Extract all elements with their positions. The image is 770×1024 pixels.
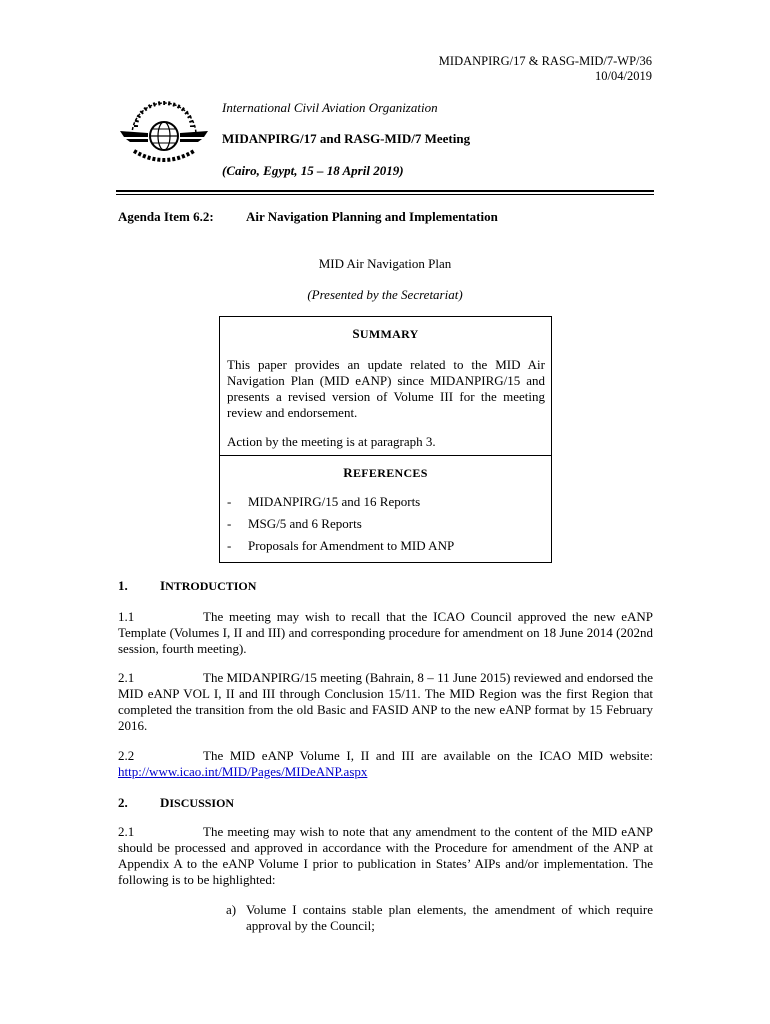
- document-reference: [439, 54, 652, 84]
- list-item: - Proposals for Amendment to MID ANP: [227, 538, 455, 553]
- header-rule: [116, 190, 654, 192]
- action-text: Action by the meeting is at paragraph 3.: [227, 434, 436, 449]
- references-list: [227, 494, 545, 560]
- paragraph-2-2: 2.2 The MID eANP Volume I, II and III are available on the ICAO MID website: http://www.icao.int/MID/Pages/MIDeANP.aspx: [118, 748, 653, 779]
- list-item: - MIDANPIRG/15 and 16 Reports: [227, 494, 421, 509]
- paragraph-2-1a: 2.1 The MIDANPIRG/15 meeting (Bahrain, 8 – 11 June 2015) reviewed and endorsed the MID eANP VOL I, II and III through Conclusion 15/11. The MID Region was the first Region that completed the transition from the old Basic and FASID ANP to the new eANP format by 15 February 2016.: [118, 670, 653, 733]
- list-item-label: a): [226, 902, 237, 917]
- list-item: - MSG/5 and 6 Reports: [227, 516, 362, 531]
- list-item-text: Volume I contains stable plan elements, the amendment of which require approval by the Council;: [246, 902, 653, 933]
- summary-text: This paper provides an update related to the MID Air Navigation Plan (MID eANP) since MIDANPIRG/15 and presents a revised version of Volume III for the meeting review and endorsement.: [227, 357, 545, 420]
- section-title-intro: INTRODUCTION: [160, 578, 257, 593]
- summary-heading: SUMMARY: [352, 326, 419, 341]
- doc-date: 10/04/2019: [595, 69, 652, 83]
- section-number-discussion: 2.: [118, 795, 128, 810]
- section-title-discussion: DISCUSSION: [160, 795, 235, 810]
- mid-eanp-link[interactable]: http://www.icao.int/MID/Pages/MIDeANP.aspx: [118, 764, 368, 779]
- agenda-item-label: Agenda Item 6.2:: [118, 209, 214, 224]
- meeting-name: MIDANPIRG/17 and RASG-MID/7 Meeting: [222, 131, 471, 146]
- document-title: MID Air Navigation Plan: [318, 256, 452, 271]
- icao-emblem-icon: [118, 97, 210, 167]
- meeting-venue: (Cairo, Egypt, 15 – 18 April 2019): [222, 163, 404, 178]
- paragraph-1-1: 1.1 The meeting may wish to recall that the ICAO Council approved the new eANP Template (Volumes I, II and III) and corresponding procedure for amendment on 18 June 2014 (202nd session, fourth meeting).: [118, 609, 653, 656]
- paragraph-2-1b: 2.1 The meeting may wish to note that any amendment to the content of the MID eANP should be processed and approved in accordance with the Procedure for amendment of the ANP at Appendix A to the eANP Volume I prior to publication in States’ AIPs and/or implementation. The following is to be highlighted:: [118, 824, 653, 887]
- header-rule-thin: [116, 194, 654, 195]
- section-number-intro: 1.: [118, 578, 128, 593]
- doc-ref-number: MIDANPIRG/17 & RASG-MID/7-WP/36: [438, 54, 652, 68]
- list-item: [226, 902, 653, 934]
- summary-box: [219, 316, 552, 563]
- summary-divider: [220, 455, 551, 456]
- agenda-item-title: Air Navigation Planning and Implementation: [246, 209, 498, 224]
- organization-name: International Civil Aviation Organization: [222, 100, 438, 115]
- presented-by: (Presented by the Secretariat): [307, 287, 463, 302]
- references-heading: REFERENCES: [343, 465, 428, 480]
